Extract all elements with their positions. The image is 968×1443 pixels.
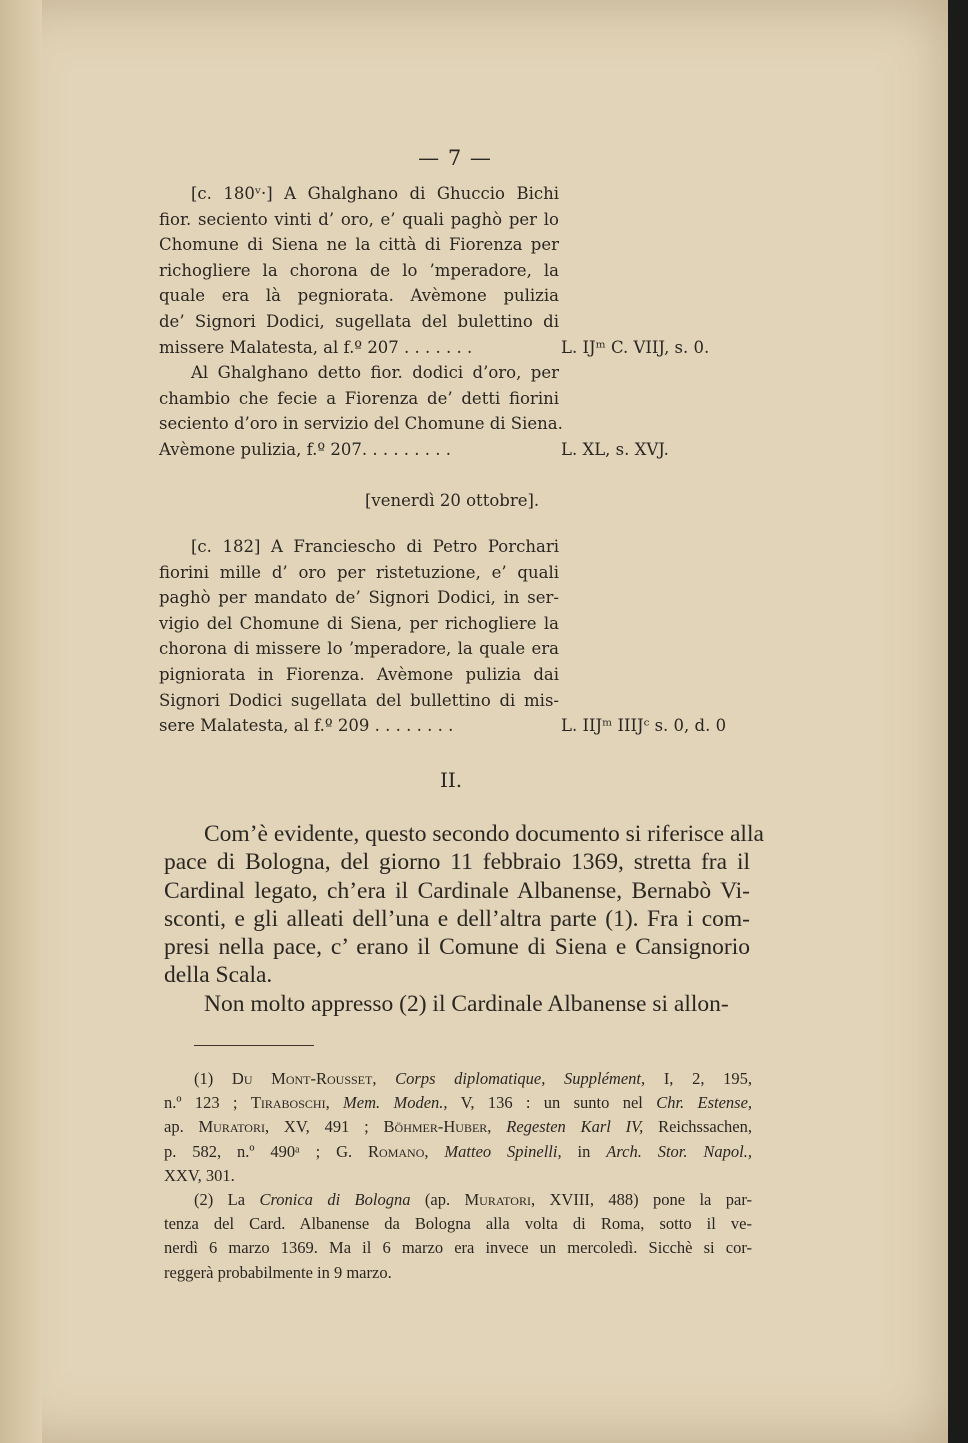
entry-total-line: [159, 335, 710, 361]
author: Muratori,: [464, 1190, 536, 1210]
footnote-text: (2) La: [194, 1190, 246, 1210]
entry-total-line: [159, 437, 669, 463]
footnote-text: p. 582, n.º 490ᵃ ; G.: [164, 1141, 353, 1161]
footnote-line: [164, 1140, 752, 1164]
footnote-line: [164, 1091, 752, 1115]
entry-line: pigniorata in Fiorenza. Avèmone pulizia dai: [159, 664, 559, 684]
entry-line: chorona di missere lo ’mperadore, la quale era: [159, 639, 559, 659]
entry-line: [c. 182] A Franciescho di Petro Porchari: [191, 537, 559, 556]
body-line: pace di Bologna, del giorno 11 febbraio 1369, stretta fra il: [164, 849, 750, 876]
footnote-line: nerdì 6 marzo 1369. Ma il 6 marzo era invece un mercoledì. Sicchè si cor-: [164, 1238, 752, 1258]
amount: L. IIJᵐ IIIJᶜ s. 0, d. 0: [561, 716, 727, 736]
entry-line: vigio del Chomune di Siena, per richogliere la: [159, 613, 559, 633]
body-line: della Scala.: [164, 962, 273, 989]
entry-line: Al Ghalghano detto fior. dodici d’oro, per: [191, 363, 559, 383]
footnote-text: n.º 123 ;: [164, 1093, 238, 1113]
work-title: Corps diplomatique, Supplément,: [395, 1069, 646, 1088]
body-line: Com’è evidente, questo secondo documento si riferisce alla: [204, 821, 764, 847]
author: Du Mont-Rousset,: [231, 1069, 377, 1088]
entry-line: chambio che fecie a Fiorenza de’ detti fiorini: [159, 388, 559, 408]
body-line: presi nella pace, c’ erano il Comune di Siena e Cansignorio: [164, 934, 750, 961]
section-heading: II.: [440, 768, 463, 792]
footnote-marker: (1): [194, 1069, 214, 1088]
work-title: Arch. Stor. Napol.,: [606, 1141, 753, 1161]
entry-line: Avèmone pulizia, f.º 207. . . . . . . . .: [159, 439, 452, 459]
author: Tiraboschi,: [250, 1093, 330, 1113]
author: Romano,: [368, 1141, 429, 1161]
entry-line: Chomune di Siena ne la città di Fiorenza per: [159, 235, 559, 255]
footnote-line: [164, 1188, 752, 1212]
footnote-text: I, 2, 195,: [663, 1069, 753, 1088]
page-gutter: [0, 0, 42, 1443]
work-title: Chr. Estense,: [656, 1093, 753, 1113]
footnotes: [164, 1067, 752, 1285]
author: Muratori,: [198, 1117, 270, 1137]
entry-line: paghò per mandato de’ Signori Dodici, in ser-: [159, 588, 559, 608]
footnote-line: reggerà probabilmente in 9 marzo.: [164, 1262, 392, 1282]
footnote-line: [164, 1067, 752, 1091]
amount: L. XL, s. XVJ.: [561, 439, 669, 459]
footnote-rule: [194, 1045, 314, 1046]
entry-line: de’ Signori Dodici, sugellata del bulettino di: [159, 311, 559, 331]
work-title: Cronica di Bologna: [259, 1190, 411, 1210]
entry-line: seciento d’oro in servizio del Chomune di Siena.: [159, 414, 563, 434]
footnote-text: XV, 491 ;: [283, 1117, 369, 1137]
entry-line: fiorini mille d’ oro per ristetuzione, e’ quali: [159, 562, 559, 582]
footnote-line: XXV, 301.: [164, 1165, 235, 1185]
document-entry-1: [159, 181, 710, 463]
body-line: sconti, e gli alleati dell’una e dell’altra parte (1). Fra i com-: [164, 905, 750, 932]
amount: L. IJᵐ C. VIIJ, s. 0.: [561, 337, 710, 357]
footnote-text: XVIII, 488) pone la par-: [549, 1190, 753, 1210]
body-line: Cardinal legato, ch’era il Cardinale Albanense, Bernabò Vi-: [164, 877, 750, 904]
footnote-line: tenza del Card. Albanense da Bologna alla volta di Roma, sotto il ve-: [164, 1214, 752, 1234]
entry-line: [c. 180ᵛ·] A Ghalghano di Ghuccio Bichi: [191, 184, 559, 203]
footnote-text: in: [577, 1141, 591, 1161]
entry-line: richogliere la chorona de lo ’mperadore, la: [159, 260, 559, 280]
footnote-text: (ap.: [424, 1190, 451, 1210]
entry-line: fior. seciento vinti d’ oro, e’ quali paghò per lo: [159, 209, 559, 229]
footnote-text: Reichssachen,: [658, 1117, 752, 1137]
footnote-text: V, 136 : un sunto nel: [460, 1093, 643, 1113]
entry-line: quale era là pegniorata. Avèmone pulizia: [159, 286, 559, 306]
footnote-text: ap.: [164, 1117, 184, 1137]
entry-line: sere Malatesta, al f.º 209 . . . . . . . .: [159, 716, 454, 736]
work-title: Matteo Spinelli,: [444, 1141, 562, 1161]
page-number: — 7 —: [418, 146, 492, 170]
work-title: Regesten Karl IV,: [506, 1117, 644, 1137]
body-line: Non molto appresso (2) il Cardinale Albanense si allon-: [204, 990, 729, 1017]
work-title: Mem. Moden.,: [343, 1093, 448, 1113]
author: Böhmer-Huber,: [383, 1117, 492, 1137]
footnote-line: [164, 1115, 752, 1139]
date-heading: [venerdì 20 ottobre].: [365, 491, 540, 510]
document-entry-2: [159, 534, 727, 739]
entry-line: missere Malatesta, al f.º 207 . . . . . . .: [159, 337, 473, 357]
body-text: [164, 820, 764, 1018]
entry-line: Signori Dodici sugellata del bullettino di mis-: [159, 690, 559, 710]
entry-total-line: [159, 713, 727, 739]
